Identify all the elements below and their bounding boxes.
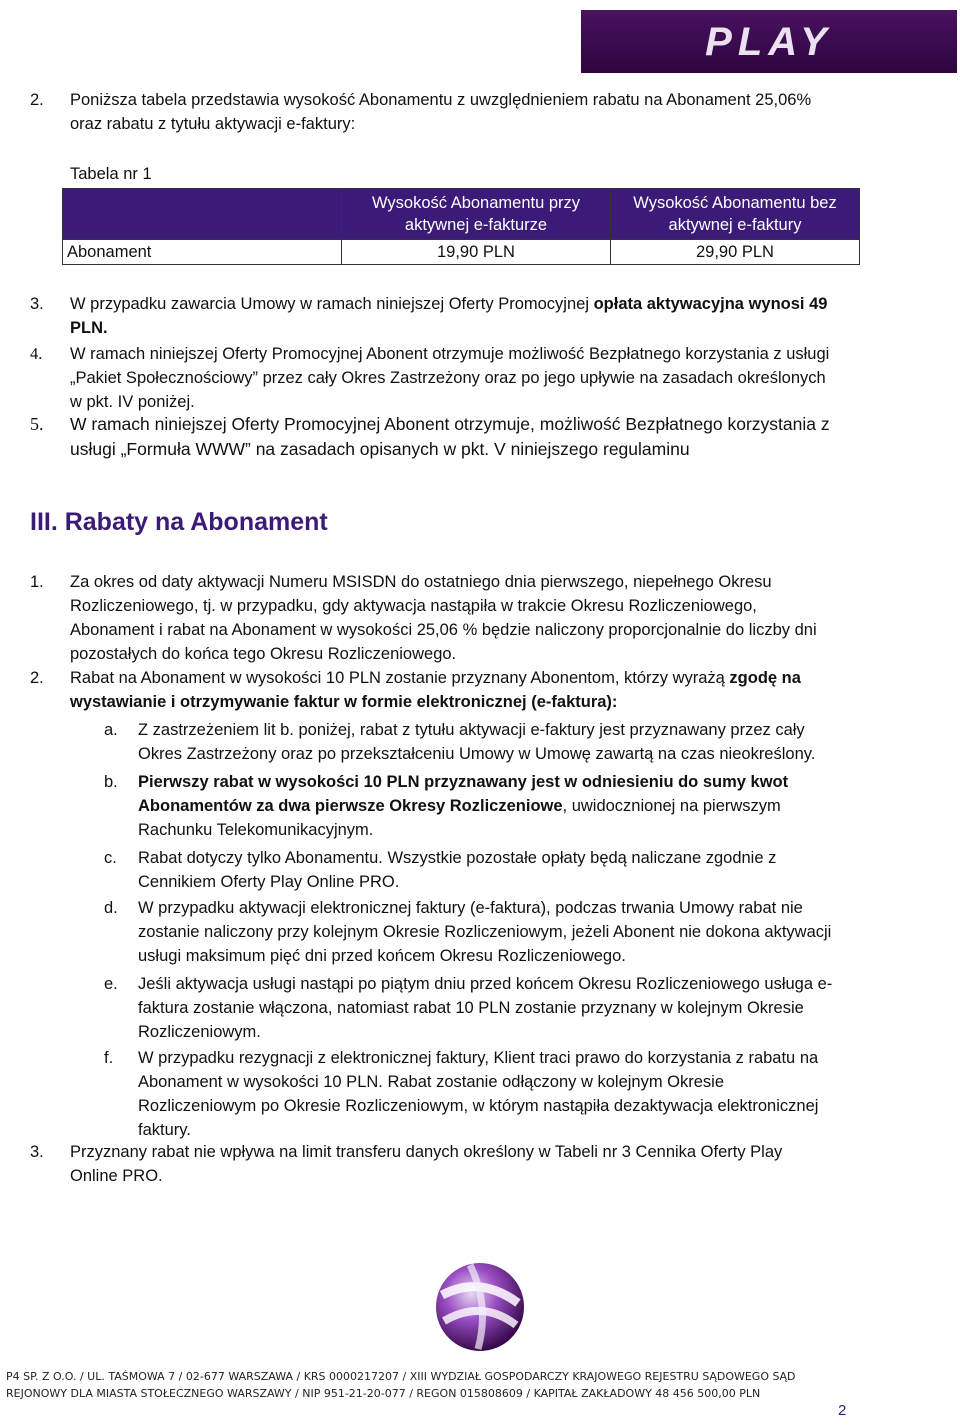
s2-line-2 — [70, 690, 617, 714]
s2-line-1 — [70, 666, 801, 690]
item-5-number: 5. — [30, 414, 44, 434]
s3-number: 3. — [30, 1143, 44, 1161]
se-letter: e. — [104, 975, 118, 993]
row-value-2: 29,90 PLN — [611, 240, 860, 265]
sd-line-2: zostanie naliczony przy kolejnym Okresie Rozliczeniowym, jeżeli Abonent nie dokona aktywacji — [138, 923, 832, 941]
item-3-line-2 — [70, 316, 108, 340]
s3-line-2: Online PRO. — [70, 1167, 163, 1185]
s1-line-1: Za okres od daty aktywacji Numeru MSISDN do ostatniego dnia pierwszego, niepełnego Okresu — [70, 573, 772, 591]
s1-line-4: pozostałych do końca tego Okresu Rozliczeniowego. — [70, 645, 457, 663]
sa-line-1: Z zastrzeżeniem lit b. poniżej, rabat z tytułu aktywacji e-faktury jest przyznawany przez cały — [138, 721, 805, 739]
sb-line-2 — [138, 794, 781, 818]
sb-line-3: Rachunku Telekomunikacyjnym. — [138, 821, 374, 839]
item-5-line-1: W ramach niniejszej Oferty Promocyjnej Abonent otrzymuje, możliwość Bezpłatnego korzystania z — [70, 414, 830, 434]
item-4-line-1: W ramach niniejszej Oferty Promocyjnej Abonent otrzymuje możliwość Bezpłatnego korzystania z usługi — [70, 345, 830, 363]
item-3-text: W przypadku zawarcia Umowy w ramach niniejszej Oferty Promocyjnej — [70, 295, 594, 313]
sa-line-2: Okres Zastrzeżony oraz po przekształceniu Umowy w Umowę zawartą na czas nieokreślony. — [138, 745, 816, 763]
item-4-line-3: w pkt. IV poniżej. — [70, 393, 195, 411]
play-sphere-logo — [430, 1255, 530, 1355]
sf-line-2: Abonament w wysokości 10 PLN. Rabat zostanie odłączony w kolejnym Okresie — [138, 1073, 725, 1091]
sf-line-3: Rozliczeniowym po Okresie Rozliczeniowym, w którym nastąpiła dezaktywacja elektronicznej — [138, 1097, 819, 1115]
row-label: Abonament — [63, 240, 342, 265]
sa-letter: a. — [104, 721, 118, 739]
table-caption: Tabela nr 1 — [70, 165, 152, 183]
s1-number: 1. — [30, 573, 44, 591]
item-3-number: 3. — [30, 295, 44, 313]
section-title: III. Rabaty na Abonament — [30, 508, 328, 536]
intro-number: 2. — [30, 91, 44, 109]
table-row — [63, 240, 860, 265]
header-col1-line2: aktywnej e-fakturze — [404, 216, 548, 234]
rates-table — [62, 188, 860, 265]
table-header-col2 — [611, 189, 860, 240]
item-3-bold-2: PLN. — [70, 319, 108, 337]
table-header-empty — [63, 189, 342, 240]
item-3-bold: opłata aktywacyjna wynosi 49 — [593, 295, 828, 313]
sc-letter: c. — [104, 849, 117, 867]
s2-bold-2: wystawianie i otrzymywanie faktur w formie elektronicznej (e-faktura): — [70, 693, 618, 711]
sf-letter: f. — [104, 1049, 114, 1067]
s2-number: 2. — [30, 669, 44, 687]
sf-line-4: faktury. — [138, 1121, 191, 1139]
sd-letter: d. — [104, 899, 118, 917]
item-3-line-1 — [70, 292, 827, 316]
intro-line-2: oraz rabatu z tytułu aktywacji e-faktury: — [70, 115, 356, 133]
header-col1-line1: Wysokość Abonamentu przy — [371, 194, 581, 212]
s3-line-1: Przyznany rabat nie wpływa na limit transferu danych określony w Tabeli nr 3 Cennika Oferty Play — [70, 1143, 783, 1161]
table-header-row — [63, 189, 860, 240]
se-line-3: Rozliczeniowym. — [138, 1023, 261, 1041]
item-4-line-2: „Pakiet Społecznościowy” przez cały Okres Zastrzeżony oraz po jego upływie na zasadach określonych — [70, 369, 826, 387]
sc-line-1: Rabat dotyczy tylko Abonamentu. Wszystkie pozostałe opłaty będą naliczane zgodnie z — [138, 849, 777, 867]
item-4-number: 4. — [30, 344, 43, 363]
sd-line-3: usługi maksimum pięć dni przed końcem Okresu Rozliczeniowego. — [138, 947, 626, 965]
sb-letter: b. — [104, 773, 118, 791]
page-number: 2 — [838, 1402, 847, 1419]
row-value-1: 19,90 PLN — [342, 240, 611, 265]
sb-bold-2: Abonamentów za dwa pierwsze Okresy Rozliczeniowe — [138, 797, 563, 815]
s2-bold: zgodę na — [729, 669, 801, 687]
header-col2-line2: aktywnej e-faktury — [668, 216, 802, 234]
footer-line-2: REJONOWY DLA MIASTA STOŁECZNEGO WARSZAWY / NIP 951-21-20-077 / REGON 015808609 / KAPITAŁ ZAKŁADOWY 48 456 500,00 PLN — [6, 1387, 761, 1400]
header-col2-line1: Wysokość Abonamentu bez — [633, 194, 837, 212]
s1-line-2: Rozliczeniowego, tj. w przypadku, gdy aktywacja nastąpiła w trakcie Okresu Rozliczeniowego, — [70, 597, 757, 615]
table-header-col1 — [342, 189, 611, 240]
play-logo — [581, 10, 957, 73]
sb-bold-1: Pierwszy rabat w wysokości 10 PLN przyznawany jest w odniesieniu do sumy kwot — [138, 773, 789, 791]
sd-line-1: W przypadku aktywacji elektronicznej faktury (e-faktura), podczas trwania Umowy rabat nie — [138, 899, 803, 917]
sc-line-2: Cennikiem Oferty Play Online PRO. — [138, 873, 400, 891]
s1-line-3: Abonament i rabat na Abonament w wysokości 25,06 % będzie naliczony proporcjonalnie do liczby dni — [70, 621, 817, 639]
item-5-line-2: usługi „Formuła WWW” na zasadach opisanych w pkt. V niniejszego regulaminu — [70, 439, 690, 459]
footer-line-1: P4 SP. Z O.O. / UL. TAŚMOWA 7 / 02-677 WARSZAWA / KRS 0000217207 / XIII WYDZIAŁ GOSPODARCZY KRAJOWEGO REJESTRU SĄDOWEGO SĄD — [6, 1370, 796, 1383]
se-line-1: Jeśli aktywacja usługi nastąpi po piątym dniu przed końcem Okresu Rozliczeniowego usługa e- — [138, 975, 833, 993]
intro-line-1: Poniższa tabela przedstawia wysokość Abonamentu z uwzględnieniem rabatu na Abonament 25,06% — [70, 91, 812, 109]
se-line-2: faktura zostanie włączona, natomiast rabat 10 PLN zostanie przyznany w kolejnym Okresie — [138, 999, 804, 1017]
sf-line-1: W przypadku rezygnacji z elektronicznej faktury, Klient traci prawo do korzystania z rabatu na — [138, 1049, 819, 1067]
sb-line-1 — [138, 770, 788, 794]
s2-text: Rabat na Abonament w wysokości 10 PLN zostanie przyznany Abonentom, którzy wyrażą — [70, 669, 730, 687]
sb-text-2: , uwidocznionej na pierwszym — [562, 797, 781, 815]
logo-text: PLAY — [705, 20, 833, 64]
